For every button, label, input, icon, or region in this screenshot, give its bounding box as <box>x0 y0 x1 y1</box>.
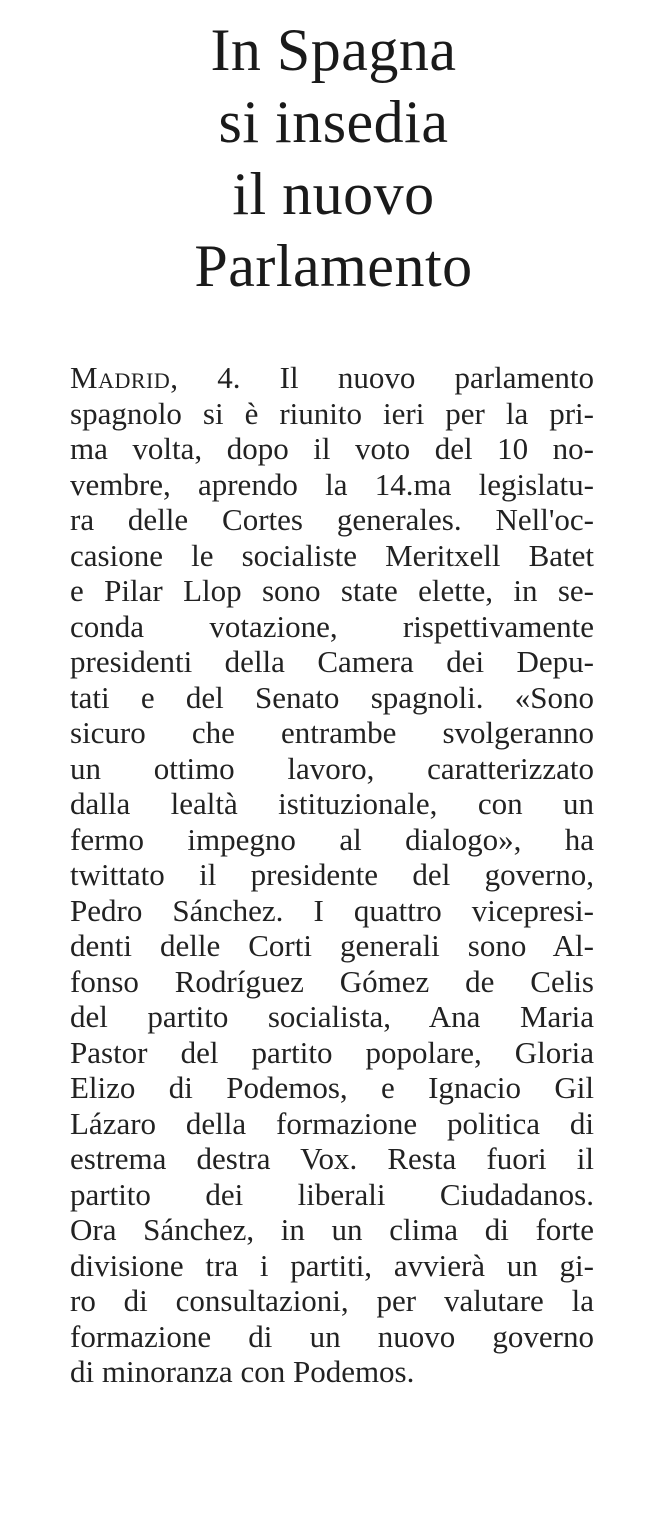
body-line: Lázaro della formazione politica di <box>70 1105 594 1141</box>
body-line: spagnolo si è riunito ieri per la pri- <box>70 395 594 431</box>
dateline-rest: , 4. Il nuovo parlamento <box>170 360 594 395</box>
body-line-last: di minoranza con Podemos. <box>70 1354 415 1389</box>
body-line: Elizo di Podemos, e Ignacio Gil <box>70 1070 594 1105</box>
body-line: fermo impegno al dialogo», ha <box>70 821 594 857</box>
body-line: Ora Sánchez, in un clima di forte <box>70 1212 594 1247</box>
body-line: casione le socialiste Meritxell Batet <box>70 537 594 573</box>
body-line: Pastor del partito popolare, Gloria <box>70 1034 594 1070</box>
body-line: Pedro Sánchez. I quattro vicepresi- <box>70 892 594 928</box>
body-line: presidenti della Camera dei Depu- <box>70 644 594 679</box>
body-line: dalla lealtà istituzionale, con un <box>70 786 594 821</box>
headline-line: Parlamento <box>194 233 473 299</box>
body-line: divisione tra i partiti, avvierà un gi- <box>70 1247 594 1283</box>
body-line: denti delle Corti generali sono Al- <box>70 928 594 963</box>
article-headline <box>0 14 667 302</box>
headline-line: In Spagna <box>210 17 457 83</box>
body-line: e Pilar Llop sono state elette, in se- <box>70 573 594 608</box>
body-line: fonso Rodríguez Gómez de Celis <box>70 963 594 999</box>
body-line: sicuro che entrambe svolgeranno <box>70 715 594 750</box>
body-line: ra delle Cortes generales. Nell'oc- <box>70 502 594 537</box>
body-line: un ottimo lavoro, caratterizzato <box>70 750 594 786</box>
body-line: ro di consultazioni, per valutare la <box>70 1283 594 1318</box>
body-line: ma volta, dopo il voto del 10 no- <box>70 431 594 466</box>
body-line: formazione di un nuovo governo <box>70 1318 594 1354</box>
dateline-city: Madrid <box>70 360 171 395</box>
body-line: tati e del Senato spagnoli. «Sono <box>70 679 594 715</box>
body-line: vembre, aprendo la 14.ma legislatu- <box>70 466 594 502</box>
body-line: partito dei liberali Ciudadanos. <box>70 1176 594 1212</box>
headline-line: si insedia <box>218 89 449 155</box>
body-line: estrema destra Vox. Resta fuori il <box>70 1141 594 1176</box>
article-body <box>70 360 594 1390</box>
body-line: conda votazione, rispettivamente <box>70 608 594 644</box>
headline-line: il nuovo <box>232 161 435 227</box>
body-line: del partito socialista, Ana Maria <box>70 999 594 1034</box>
body-line-first <box>70 360 594 396</box>
body-line: twittato il presidente del governo, <box>70 857 594 892</box>
